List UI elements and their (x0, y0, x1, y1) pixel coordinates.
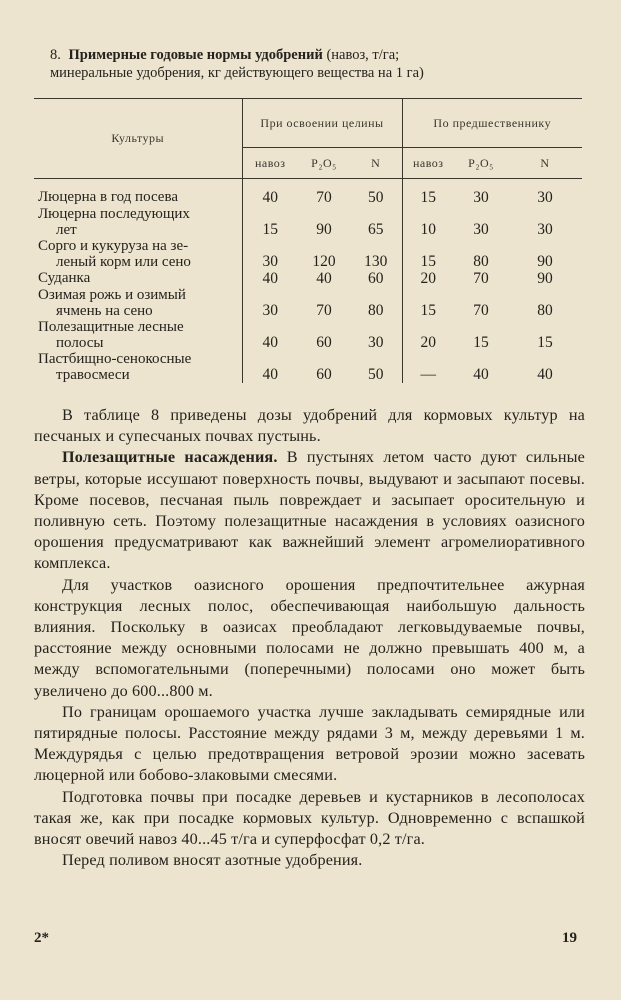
crop-name: Озимая рожь и озимый ячмень на сено (34, 287, 242, 319)
value-cell: 20 (420, 334, 436, 351)
header-manure-1: навоз (242, 148, 298, 179)
value-cell: 40 (316, 270, 332, 287)
value-cell: 70 (473, 302, 489, 319)
table-caption (34, 46, 585, 82)
value-cell: 80 (350, 287, 402, 319)
value-cell: — (420, 366, 436, 383)
table-row (34, 270, 582, 287)
header-n-1: N (350, 148, 402, 179)
crop-name: Люцерна последующих лет (34, 206, 242, 238)
value-cell: 80 (537, 302, 553, 319)
value-cell: 40 (262, 334, 278, 351)
header-predecessor: По предшественнику (402, 99, 582, 148)
paragraph: Полезащитные насаждения. В пустынях летом часто дуют сильные ветры, которые иссушают поверхность почвы, выдувают и засыпают посевы. Кроме посевов, песчаная пыль повреждает и засыпает оросительную и поливную сеть. Поэтому полезащитные насаждения в условиях оазисного орошения предусматривают как важнейший элемент агромелиоративного комплекса. (34, 448, 585, 573)
value-cell: 15 (473, 334, 489, 351)
section-heading: Полезащитные насаждения. (62, 448, 278, 467)
value-cell: 30 (537, 221, 553, 238)
table-number: 8. (50, 47, 61, 63)
value-cell: 90 (537, 253, 553, 270)
value-cell: 30 (262, 253, 278, 270)
paragraph: В таблице 8 приведены дозы удобрений для кормовых культур на песчаных и супесчаных почвах пустынь. (34, 406, 585, 446)
value-cell: 90 (537, 270, 553, 287)
crop-name: Пастбищно-сенокосные травосмеси (34, 351, 242, 383)
value-cell: 15 (420, 189, 436, 206)
value-cell: 30 (262, 302, 278, 319)
header-p2o5-2: P₂O₅ (454, 148, 508, 179)
page-footer (34, 930, 577, 947)
value-cell: 10 (420, 221, 436, 238)
header-manure-2: навоз (402, 148, 454, 179)
value-cell: 70 (316, 189, 332, 206)
paragraph: Для участков оазисного орошения предпочтительнее ажурная конструкция лесных полос, обеспечивающая наибольшую дальность влияния. Поскольку в оазисах преобладают легковыдуваемые почвы, расстояние между основными полосами не должно превышать 400 м, а между вспомогательными (поперечными) полосами оно может быть увеличено до 600...800 м. (34, 575, 585, 700)
table-row (34, 206, 582, 238)
crop-name: Полезащитные лесные полосы (34, 319, 242, 351)
value-cell: 60 (316, 366, 332, 383)
signature-mark: 2* (34, 930, 49, 946)
table-title: Примерные годовые нормы удобрений (68, 47, 323, 63)
paragraph: Подготовка почвы при посадке деревьев и кустарников в лесополосах такая же, как при посадке кормовых культур. Одновременно с вспашкой вносят овечий навоз 40...45 т/га и суперфосфат 0,2 т/га. (34, 787, 585, 849)
body-text (34, 405, 585, 871)
crop-name: Суданка (34, 270, 242, 287)
value-cell: 30 (350, 319, 402, 351)
value-cell: 60 (350, 270, 402, 287)
value-cell: 80 (473, 253, 489, 270)
table-subtitle-units-cont: минеральные удобрения, кг действующего вещества на 1 га) (50, 65, 424, 81)
value-cell: 15 (537, 334, 553, 351)
header-p2o5-1: P₂O₅ (298, 148, 350, 179)
value-cell: 15 (420, 302, 436, 319)
value-cell: 130 (350, 238, 402, 270)
table-subtitle-units: (навоз, т/га; (326, 47, 400, 63)
value-cell: 15 (420, 253, 436, 270)
header-virgin-land: При освоении целины (242, 99, 402, 148)
value-cell: 70 (316, 302, 332, 319)
table-row (34, 351, 582, 383)
header-n-2: N (508, 148, 582, 179)
value-cell: 15 (262, 221, 278, 238)
crop-name: Люцерна в год посева (34, 179, 242, 207)
value-cell: 30 (473, 221, 489, 238)
value-cell: 70 (473, 270, 489, 287)
value-cell: 60 (316, 334, 332, 351)
value-cell: 40 (262, 270, 278, 287)
value-cell: 65 (350, 206, 402, 238)
value-cell: 30 (473, 189, 489, 206)
table-row (34, 238, 582, 270)
table-row (34, 179, 582, 207)
value-cell: 40 (262, 189, 278, 206)
value-cell: 20 (420, 270, 436, 287)
crop-name: Сорго и кукуруза на зе- леный корм или сено (34, 238, 242, 270)
table-row (34, 319, 582, 351)
value-cell: 40 (262, 366, 278, 383)
page-number: 19 (562, 930, 577, 946)
fertilizer-table (34, 98, 582, 383)
value-cell: 120 (312, 253, 336, 270)
paragraph: По границам орошаемого участка лучше закладывать семирядные или пятирядные полосы. Расстояние между рядами 3 м, между деревьями 1 м. Междурядья с целью предотвращения ветровой эрозии можно засевать люцерной или бобово-злаковыми смесями. (34, 702, 585, 785)
value-cell: 50 (350, 351, 402, 383)
value-cell: 90 (316, 221, 332, 238)
value-cell: 30 (537, 189, 553, 206)
paragraph: Перед поливом вносят азотные удобрения. (62, 851, 363, 870)
header-crops: Культуры (34, 99, 242, 179)
table-row (34, 287, 582, 319)
value-cell: 40 (473, 366, 489, 383)
value-cell: 50 (350, 179, 402, 207)
value-cell: 40 (537, 366, 553, 383)
